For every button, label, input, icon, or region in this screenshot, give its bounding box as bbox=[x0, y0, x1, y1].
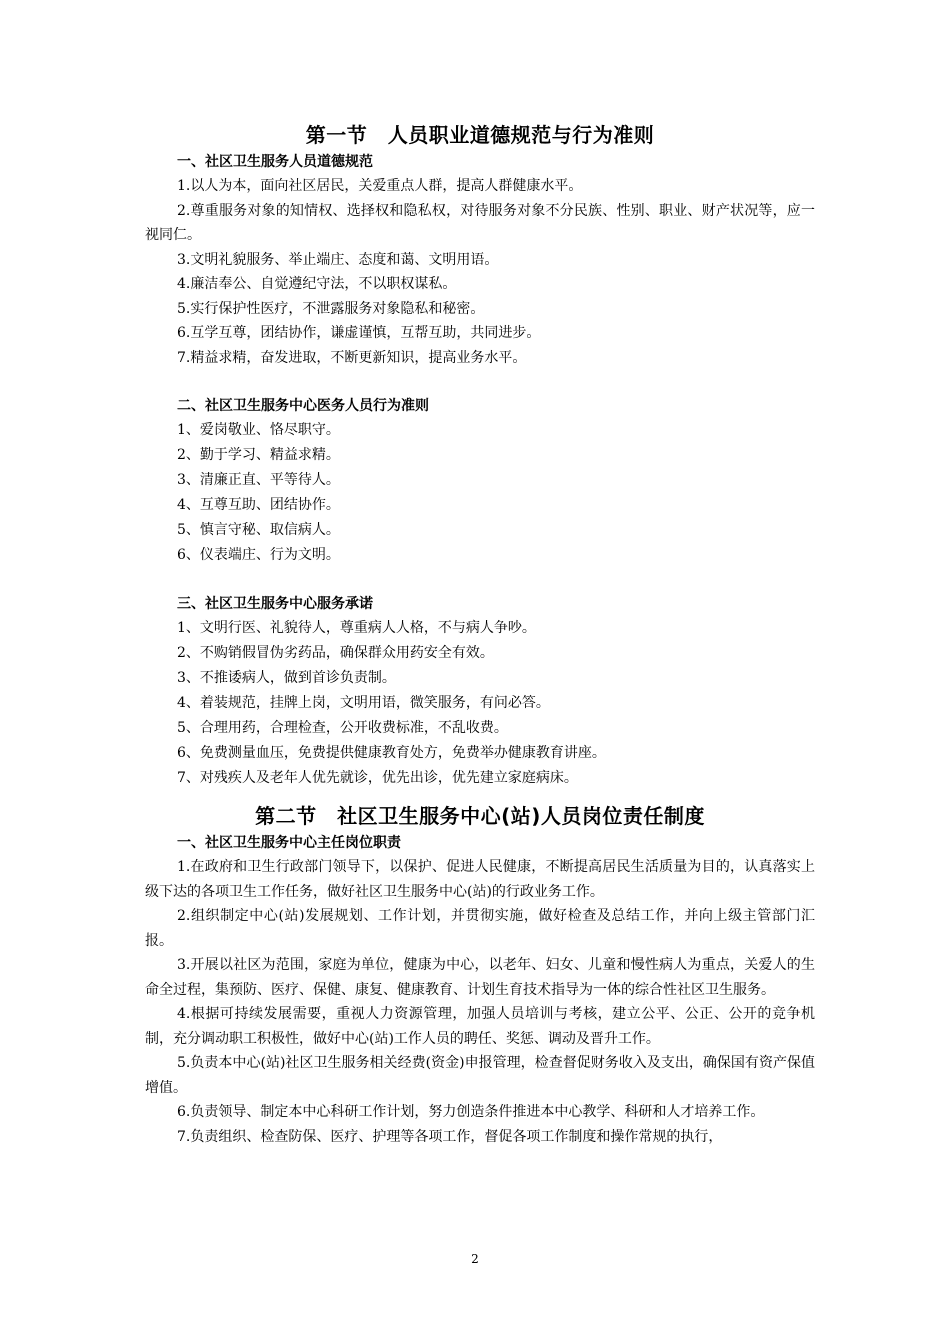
list-item: 5、慎言守秘、取信病人。 bbox=[177, 522, 340, 538]
paragraph: 5.负责本中心(站)社区卫生服务相关经费(资金)申报管理，检查督促财务收入及支出，确保国有资产保值增值。 bbox=[145, 1055, 815, 1096]
list-item: 4、互尊互助、团结协作。 bbox=[177, 497, 340, 513]
page-content bbox=[145, 120, 815, 1149]
list-item: 3、清廉正直、平等待人。 bbox=[177, 472, 340, 488]
paragraph: 7.精益求精，奋发进取，不断更新知识，提高业务水平。 bbox=[177, 349, 527, 366]
paragraph: 3.开展以社区为范围，家庭为单位，健康为中心，以老年、妇女、儿童和慢性病人为重点，关爱人的生命全过程，集预防、医疗、保健、康复、健康教育、计划生育技术指导为一体的综合性社区卫生服务。 bbox=[145, 957, 815, 998]
paragraph: 4.根据可持续发展需要，重视人力资源管理，加强人员培训与考核，建立公平、公正、公开的竞争机制，充分调动职工积极性，做好中心(站)工作人员的聘任、奖惩、调动及晋升工作。 bbox=[145, 1006, 815, 1047]
list-item: 5、合理用药，合理检查，公开收费标准，不乱收费。 bbox=[177, 720, 508, 736]
spacer bbox=[145, 791, 815, 801]
paragraph: 3.文明礼貌服务、举止端庄、态度和蔼、文明用语。 bbox=[177, 251, 499, 268]
list-item: 6、免费测量血压，免费提供健康教育处方，免费举办健康教育讲座。 bbox=[177, 745, 606, 761]
list-item: 2、勤于学习、精益求精。 bbox=[177, 447, 340, 463]
paragraph: 2.尊重服务对象的知情权、选择权和隐私权，对待服务对象不分民族、性别、职业、财产状况等，应一视同仁。 bbox=[145, 202, 815, 243]
paragraph: 6.互学互尊，团结协作，谦虚谨慎，互帮互助，共同进步。 bbox=[177, 325, 541, 341]
list-item: 6、仪表端庄、行为文明。 bbox=[177, 547, 340, 563]
spacer bbox=[145, 568, 815, 592]
list-item: 1、文明行医、礼貌待人，尊重病人人格，不与病人争吵。 bbox=[177, 620, 536, 636]
list-item: 7、对残疾人及老年人优先就诊，优先出诊，优先建立家庭病床。 bbox=[177, 770, 578, 786]
section1-title: 第一节 人员职业道德规范与行为准则 bbox=[305, 123, 655, 147]
section2-sub1-heading: 一、社区卫生服务中心主任岗位职责 bbox=[177, 835, 401, 851]
paragraph: 6.负责领导、制定本中心科研工作计划，努力创造条件推进本中心教学、科研和人才培养工作。 bbox=[177, 1104, 765, 1120]
section1-sub3-heading: 三、社区卫生服务中心服务承诺 bbox=[177, 596, 373, 612]
paragraph: 5.实行保护性医疗，不泄露服务对象隐私和秘密。 bbox=[177, 300, 485, 317]
paragraph: 1.以人为本，面向社区居民，关爱重点人群，提高人群健康水平。 bbox=[177, 178, 583, 194]
paragraph: 7.负责组织、检查防保、医疗、护理等各项工作，督促各项工作制度和操作常规的执行， bbox=[177, 1128, 723, 1145]
list-item: 4、着装规范，挂牌上岗，文明用语，微笑服务，有问必答。 bbox=[177, 695, 550, 711]
spacer bbox=[145, 370, 815, 394]
list-item: 1、爱岗敬业、恪尽职守。 bbox=[177, 422, 340, 438]
paragraph: 1.在政府和卫生行政部门领导下，以保护、促进人民健康，不断提高居民生活质量为目的，认真落实上级下达的各项卫生工作任务，做好社区卫生服务中心(站)的行政业务工作。 bbox=[145, 859, 815, 900]
paragraph: 4.廉洁奉公、自觉遵纪守法，不以职权谋私。 bbox=[177, 276, 457, 292]
page-number: 2 bbox=[471, 1252, 479, 1266]
section2-title: 第二节 社区卫生服务中心(站)人员岗位责任制度 bbox=[255, 804, 705, 828]
list-item: 2、不购销假冒伪劣药品，确保群众用药安全有效。 bbox=[177, 645, 494, 661]
section1-sub1-heading: 一、社区卫生服务人员道德规范 bbox=[177, 154, 373, 170]
paragraph: 2.组织制定中心(站)发展规划、工作计划，并贯彻实施，做好检查及总结工作，并向上级主管部门汇报。 bbox=[145, 908, 815, 949]
section1-sub2-heading: 二、社区卫生服务中心医务人员行为准则 bbox=[177, 398, 429, 414]
list-item: 3、不推诿病人，做到首诊负责制。 bbox=[177, 670, 396, 686]
